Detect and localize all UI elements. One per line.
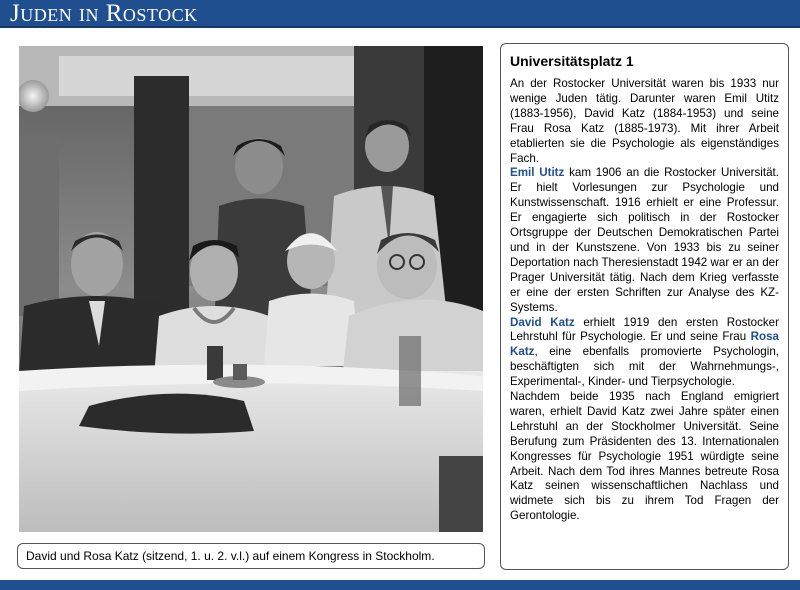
- photo-caption: David und Rosa Katz (sitzend, 1. u. 2. v.l.) auf einem Kongress in Stockholm.: [26, 549, 435, 563]
- article-body: [510, 77, 779, 524]
- link-emil-utitz[interactable]: Emil Utitz: [510, 166, 565, 180]
- article-panel: [500, 43, 789, 570]
- article-paragraph: [510, 166, 779, 315]
- paragraph-text: kam 1906 an die Rostocker Universität. Er hielt Vorlesungen zur Psychologie und Kunstwissenschaft. 1916 erhielt er eine Professur. Er engagierte sich politisch in der Rostocker Ortsgruppe der Deutschen Demokratischen Partei und in der Kunstszene. Von 1933 bis zu seiner Deportation nach Theresienstadt 1942 war er an der Prager Universität tätig. Nach dem Krieg verfasste er eine der ersten Schriften zur Analyse des KZ-Systems.: [510, 166, 779, 314]
- site-title[interactable]: Juden in Rostock: [10, 0, 198, 27]
- link-david-katz[interactable]: David Katz: [510, 315, 575, 329]
- bottom-footer-bar: [0, 580, 800, 590]
- article-title: Universitätsplatz 1: [510, 53, 634, 69]
- photo-illustration: [19, 46, 483, 532]
- article-paragraph: [510, 316, 779, 391]
- article-paragraph: Nachdem beide 1935 nach England emigriert waren, erhielt David Katz zwei Jahre später einen Lehrstuhl an der Stockholmer Universität. Seine Berufung zum Präsidenten des 13. Internationalen Kongresses für Psychologie 1951 würdigte seine Arbeit. Nach dem Tod ihres Mannes betreute Rosa Katz seinen wissenschaftlichen Nachlass und widmete sich bis zu ihrem Tod Fragen der Gerontologie.: [510, 390, 779, 523]
- link-rosa-katz[interactable]: Rosa Katz: [510, 330, 779, 359]
- photo-caption-box: [17, 543, 485, 569]
- historical-photo: [19, 46, 483, 532]
- paragraph-text: erhielt 1919 den ersten Rostocker Lehrstuhl für Psychologie. Er und seine Frau: [510, 315, 779, 344]
- top-header-bar: [0, 0, 800, 28]
- article-paragraph: An der Rostocker Universität waren bis 1933 nur wenige Juden tätig. Darunter waren Emil Utitz (1883-1956), David Katz (1884-1953) und seine Frau Rosa Katz (1885-1973). Mit ihrer Arbeit etablierten sie die Psychologie als eigenständiges Fach.: [510, 77, 779, 165]
- paragraph-text: , eine ebenfalls promovierte Psychologin, beschäftigten sich mit der Wahrnehmungs-, Experimental-, Kinder- und Tierpsychologie.: [510, 345, 779, 389]
